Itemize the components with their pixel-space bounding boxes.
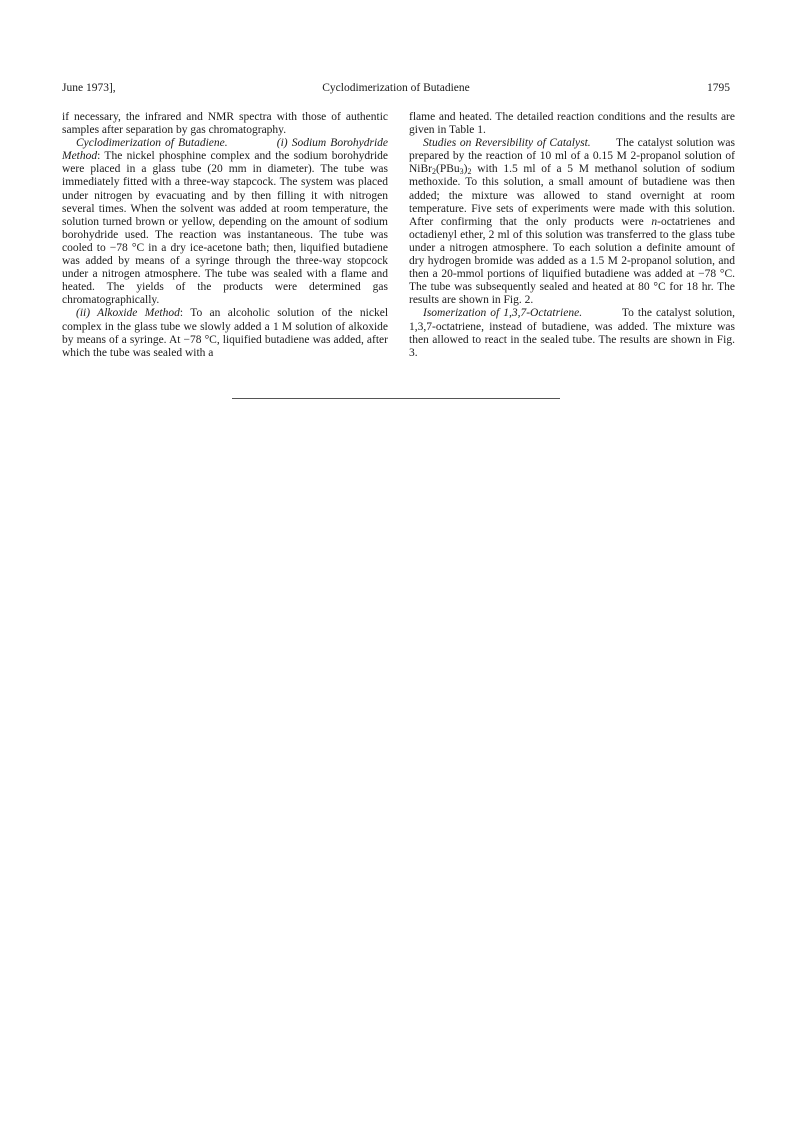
paragraph-isomerization <box>409 307 735 359</box>
subscript: 3 <box>459 167 464 177</box>
subheading-borohydride-method: (i) Sodium Borohydride Method <box>62 137 388 163</box>
paragraph-text: : The nickel phosphine complex and the sodium borohydride were placed in a glass tube (20 mm in diameter). The tube was immediately fitted with a three-way stapcock. The system was placed under nitrogen by evacuating and by then filling it with nitrogen several times. When the solvent was added at room temperature, the solution turned brown or yellow, depending on the amount of sodium borohydride used. The reaction was instantaneous. The tube was cooled to −78 °C in a dry ice-acetone bath; then, liquified butadiene was added by means of a syringe through the three-way stopcock under a nitrogen atmosphere. The tube was sealed with a flame and heated. The yields of the products were determined gas chromatographically. <box>62 150 388 307</box>
header-date: June 1973], <box>62 82 116 94</box>
running-header <box>62 80 730 96</box>
header-title: Cyclodimerization of Butadiene <box>322 82 470 94</box>
paragraph-text: To the catalyst solution, 1,3,7-octatriene, instead of butadiene, was added. The mixture was then allowed to react in the sealed tube. The results are shown in Fig. 3. <box>409 307 736 359</box>
paragraph-text: with 1.5 ml of a 5 M methanol solution of sodium methoxide. To this solution, a small amount of butadiene was then added; the mixture was allowed to stand overnight at room temperature. Five sets of experiments were made with this solution. After confirming that the only products were <box>409 163 735 228</box>
paragraph-alkoxide <box>62 307 388 359</box>
paragraph-cyclodimerization <box>62 137 388 307</box>
paragraph-reversibility <box>409 137 735 307</box>
paragraph-text: ) <box>463 163 468 176</box>
paragraph-continuation: if necessary, the infrared and NMR spectra with those of authentic samples after separation by gas chromatography. <box>62 111 388 137</box>
section-heading-isomerization: Isomerization of 1,3,7-Octatriene. <box>423 307 583 320</box>
page-number: 1795 <box>707 82 730 94</box>
paragraph-continuation: flame and heated. The detailed reaction conditions and the results are given in Table 1. <box>409 111 735 137</box>
left-column <box>62 111 388 360</box>
subscript: 2 <box>467 167 472 177</box>
subheading-alkoxide-method: (ii) Alkoxide Method <box>76 307 180 320</box>
paragraph-text: : To an alcoholic solution of the nickel complex in the glass tube we slowly added a 1 M solution of alkoxide by means of a syringe. At −78 °C, liquified butadiene was added, after which the tube was sealed with a <box>62 307 389 359</box>
paragraph-text: -octatrienes and octadienyl ether, 2 ml of this solution was transferred to the glass tube under a nitrogen atmosphere. To each solution a definite amount of dry hydrogen bromide was added as a 1.5 M 2-propanol solution, and then a 20-mmol portions of liquified butadiene was added at −78 °C. The tube was subsequently sealed and heated at 80 °C for 18 hr. The results are shown in Fig. 2. <box>409 215 735 307</box>
italic-n: n <box>651 215 658 228</box>
paragraph-text: The catalyst solution was prepared by the reaction of 10 ml of a 0.15 M 2-propanol solution of NiBr <box>409 137 735 176</box>
section-divider <box>232 398 560 399</box>
paragraph-text: (PBu <box>436 163 460 176</box>
section-heading-cyclodimerization: Cyclodimerization of Butadiene. <box>76 137 228 150</box>
section-heading-reversibility: Studies on Reversibility of Catalyst. <box>423 137 591 150</box>
subscript: 2 <box>432 167 436 177</box>
right-column <box>409 111 735 360</box>
